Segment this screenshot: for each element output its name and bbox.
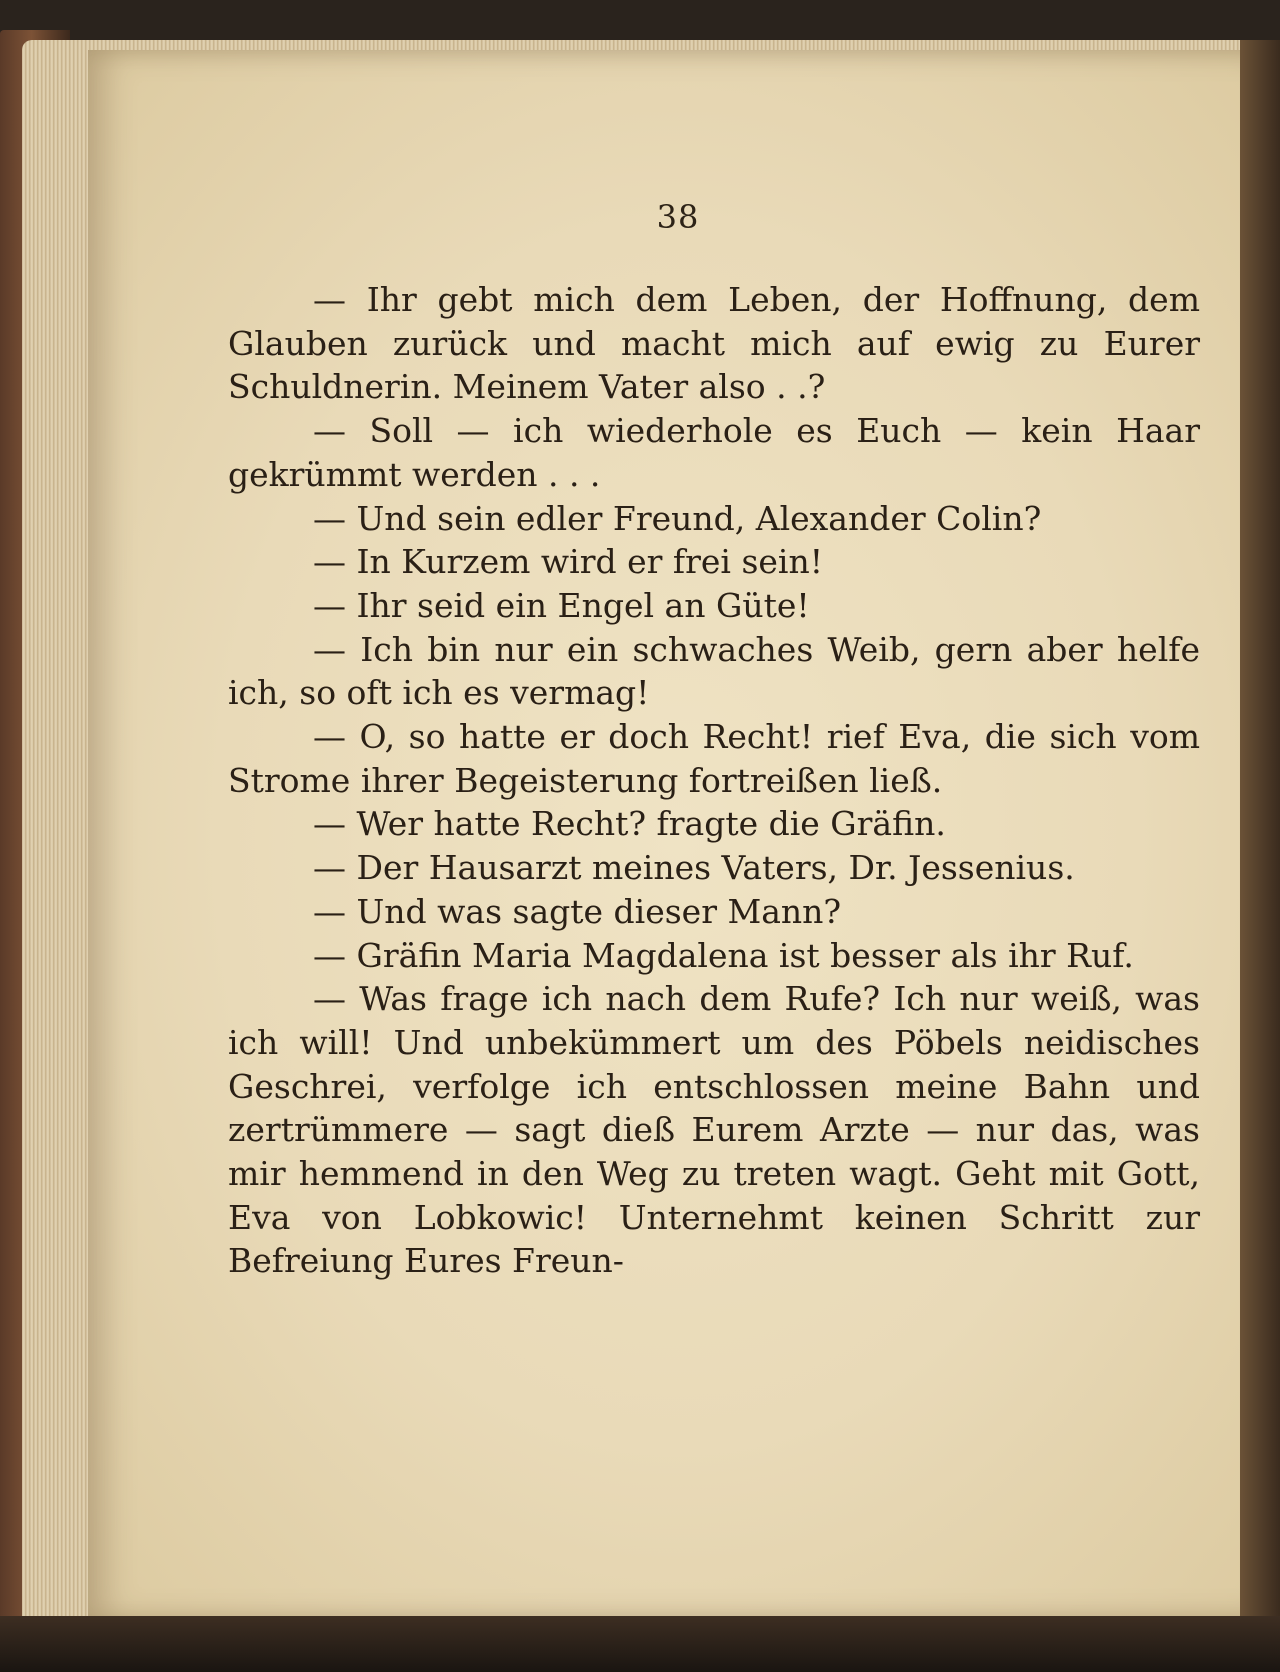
page-text (228, 278, 1200, 1283)
paragraph: — O, so hatte er doch Recht! rief Eva, die sich vom Strome ihrer Begeisterung fortreißen ließ. (228, 717, 1200, 800)
right-binding-edge (1240, 40, 1280, 1640)
paragraph: — Soll — ich wiederhole es Euch — kein Haar gekrümmt werden . . . (228, 411, 1200, 494)
paragraph: — Und sein edler Freund, Alexander Colin? (313, 498, 1042, 538)
paragraph: — Wer hatte Recht? fragte die Gräfin. (313, 804, 946, 844)
paragraph: — Der Hausarzt meines Vaters, Dr. Jessenius. (313, 848, 1075, 888)
paragraph: — Was frage ich nach dem Rufe? Ich nur weiß, was ich will! Und unbekümmert um des Pöbels neidisches Geschrei, verfolge ich entschlossen meine Bahn und zertrümmere — sagt dieß Eurem Arzte — nur das, was mir hemmend in den Weg zu treten wagt. Geht mit Gott, Eva von Lobkowic! Unternehmt keinen Schritt zur Befreiung Eures Freun- (228, 979, 1200, 1281)
page-number: 38 (656, 198, 700, 236)
bottom-shadow-band (0, 1616, 1280, 1672)
paragraph: — In Kurzem wird er frei sein! (313, 542, 824, 582)
paragraph: — Ihr seid ein Engel an Güte! (313, 585, 810, 625)
paragraph: — Und was sagte dieser Mann? (313, 891, 842, 931)
paragraph: — Ich bin nur ein schwaches Weib, gern aber helfe ich, so oft ich es vermag! (228, 629, 1200, 713)
paragraph: — Ihr gebt mich dem Leben, der Hoffnung, dem Glauben zurück und macht mich auf ewig zu Eurer Schuldnerin. Meinem Vater also . .? (228, 280, 1200, 407)
paragraph: — Gräfin Maria Magdalena ist besser als ihr Ruf. (313, 935, 1134, 975)
